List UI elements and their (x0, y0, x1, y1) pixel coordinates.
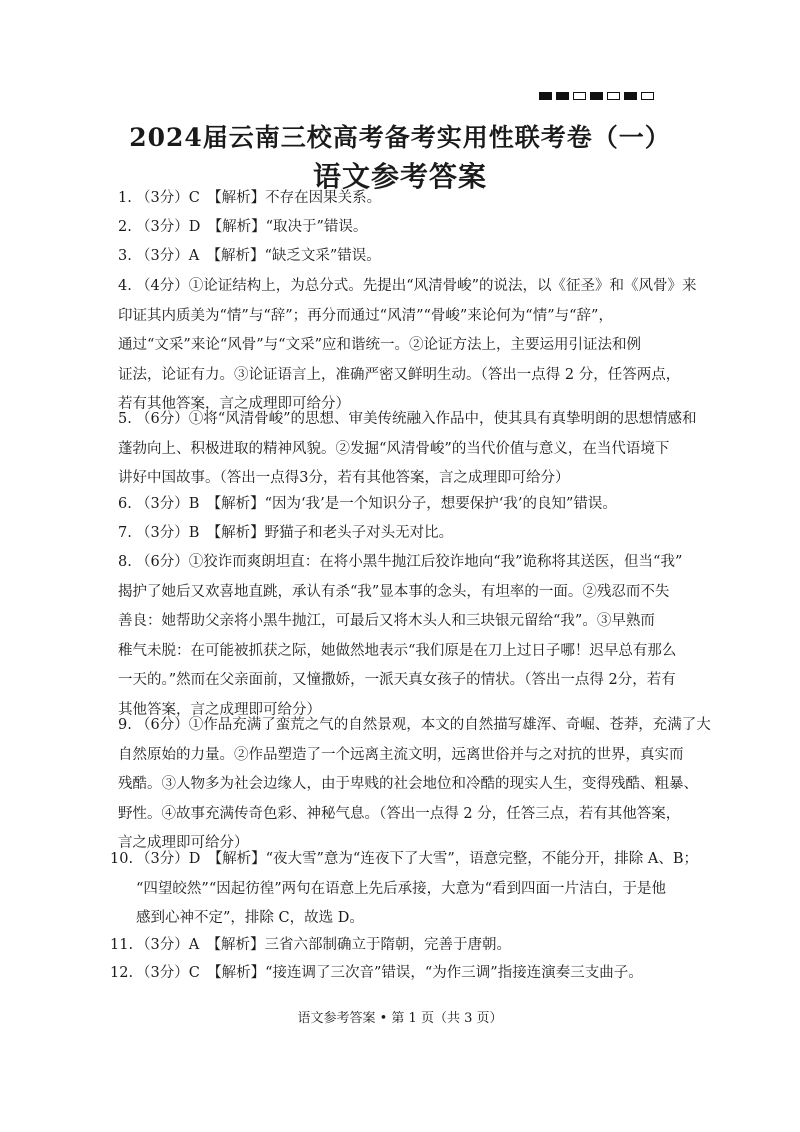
question-number: 5. (118, 411, 132, 427)
answer-line: 感到心神不定”，排除 C，故选 D。 (136, 910, 364, 926)
question-number: 10. (110, 851, 134, 867)
header-mark (607, 92, 620, 100)
answer-line: 残酷。③人物多为社会边缘人，由于卑贱的社会地位和冷酷的现实人生，变得残酷、粗暴、 (118, 776, 698, 792)
answer-line: （6分）①将“风清骨峻”的思想、审美传统融入作品中，使其具有真挚明朗的思想情感和 (136, 411, 697, 427)
question-number: 9. (118, 717, 132, 733)
answer-line: 其他答案，言之成理即可给分） (118, 701, 321, 718)
header-mark (573, 92, 586, 100)
header-marks (539, 92, 654, 100)
answer-line: 通过“文采”来论“风骨”与“文采”应和谐统一。②论证方法上，主要运用引证法和例 (118, 337, 641, 353)
header-mark (624, 92, 637, 100)
answer-line: 证法，论证有力。③论证语言上，准确严密又鲜明生动。（答出一点得 2 分，任答两点， (118, 366, 681, 383)
answer-line: （3分）A 【解析】“缺乏文采”错误。 (136, 248, 381, 264)
answer-line: 野性。④故事充满传奇色彩、神秘气息。（答出一点得 2 分，任答三点，若有其他答案， (118, 805, 681, 822)
header-mark (590, 92, 603, 100)
answer-line: （3分）A 【解析】三省六部制确立于隋朝，完善于唐朝。 (136, 937, 511, 953)
answer-line: （3分）C 【解析】不存在因果关系。 (136, 190, 382, 206)
answer-line: 稚气未脱：在可能被抓获之际，她做然地表示“我们原是在刀上过日子哪！迟早总有那么 (118, 642, 677, 659)
answer-line: 若有其他答案，言之成理即可给分） (118, 396, 350, 412)
answer-line: （4分）①论证结构上，为总分式。先提出“风清骨峻”的说法，以《征圣》和《风骨》来 (136, 278, 697, 294)
question-number: 11. (110, 937, 134, 953)
page-title: 语文参考答案 (312, 160, 487, 193)
answer-line: “四望皎然”“因起彷徨”两句在语意上先后承接，大意为“看到四面一片洁白，于是他 (136, 880, 667, 897)
question-number: 1. (118, 190, 132, 206)
answer-line: 揭护了她后又欢喜地直跳，承认有杀“我”显本事的念头，有坦率的一面。②残忍而不失 (118, 583, 670, 600)
answer-line: （3分）B 【解析】野猫子和老头子对头无对比。 (136, 525, 454, 541)
answer-line: （6分）①作品充满了蛮荒之气的自然景观，本文的自然描写雄浑、奇崛、苍莽，充满了大 (136, 717, 711, 733)
question-number: 2. (118, 219, 132, 235)
question-number: 4. (118, 278, 132, 294)
answer-line: 印证其内质美为“情”与“辞”；再分而通过“风清”“骨峻”来论何为“情”与“辞”， (118, 307, 613, 324)
answer-line: 蓬勃向上、积极进取的精神风貌。②发掘“风清骨峻”的当代价值与意义，在当代语境下 (118, 440, 670, 457)
answer-line: 善良：她帮助父亲将小黑牛抛江，可最后又将木头人和三块银元留给“我”。③早熟而 (118, 613, 655, 629)
answer-line: （6分）①狡诈而爽朗坦直：在将小黑牛抛江后狡诈地向“我”诡称将其送医，但当“我” (136, 554, 683, 570)
answer-line: 讲好中国故事。（答出一点得3分，若有其他答案，言之成理即可给分） (118, 470, 570, 486)
answer-line: 自然原始的力量。②作品塑造了一个远离主流文明，远离世俗并与之对抗的世界，真实而 (118, 746, 684, 763)
question-number: 12. (110, 965, 134, 981)
answer-line: （3分）C 【解析】“接连调了三次音”错误，“为作三调”指接连演奏三支曲子。 (136, 965, 643, 981)
exam-title: 2024届云南三校高考备考实用性联考卷（一） (129, 123, 671, 152)
header-mark (641, 92, 654, 100)
answer-line: 一天的。”然而在父亲面前，又憧撒娇，一派天真女孩子的情状。（答出一点得 2分，若有 (118, 672, 676, 688)
header-mark (539, 92, 552, 100)
question-number: 6. (118, 496, 132, 512)
question-number: 3. (118, 248, 132, 264)
question-number: 8. (118, 554, 132, 570)
answer-line: （3分）B 【解析】“因为‘我’是一个知识分子，想要保护‘我’的良知”错误。 (136, 496, 617, 512)
answer-line: （3分）D 【解析】“夜大雪”意为“连夜下了大雪”，语意完整，不能分开，排除 A、B； (136, 851, 698, 867)
answer-line: （3分）D 【解析】“取决于”错误。 (136, 219, 368, 235)
question-number: 7. (118, 525, 132, 541)
answer-line: 言之成理即可给分） (118, 835, 249, 851)
page-footer: 语文参考答案 • 第 1 页（共 3 页） (297, 1011, 503, 1026)
header-mark (556, 92, 569, 100)
